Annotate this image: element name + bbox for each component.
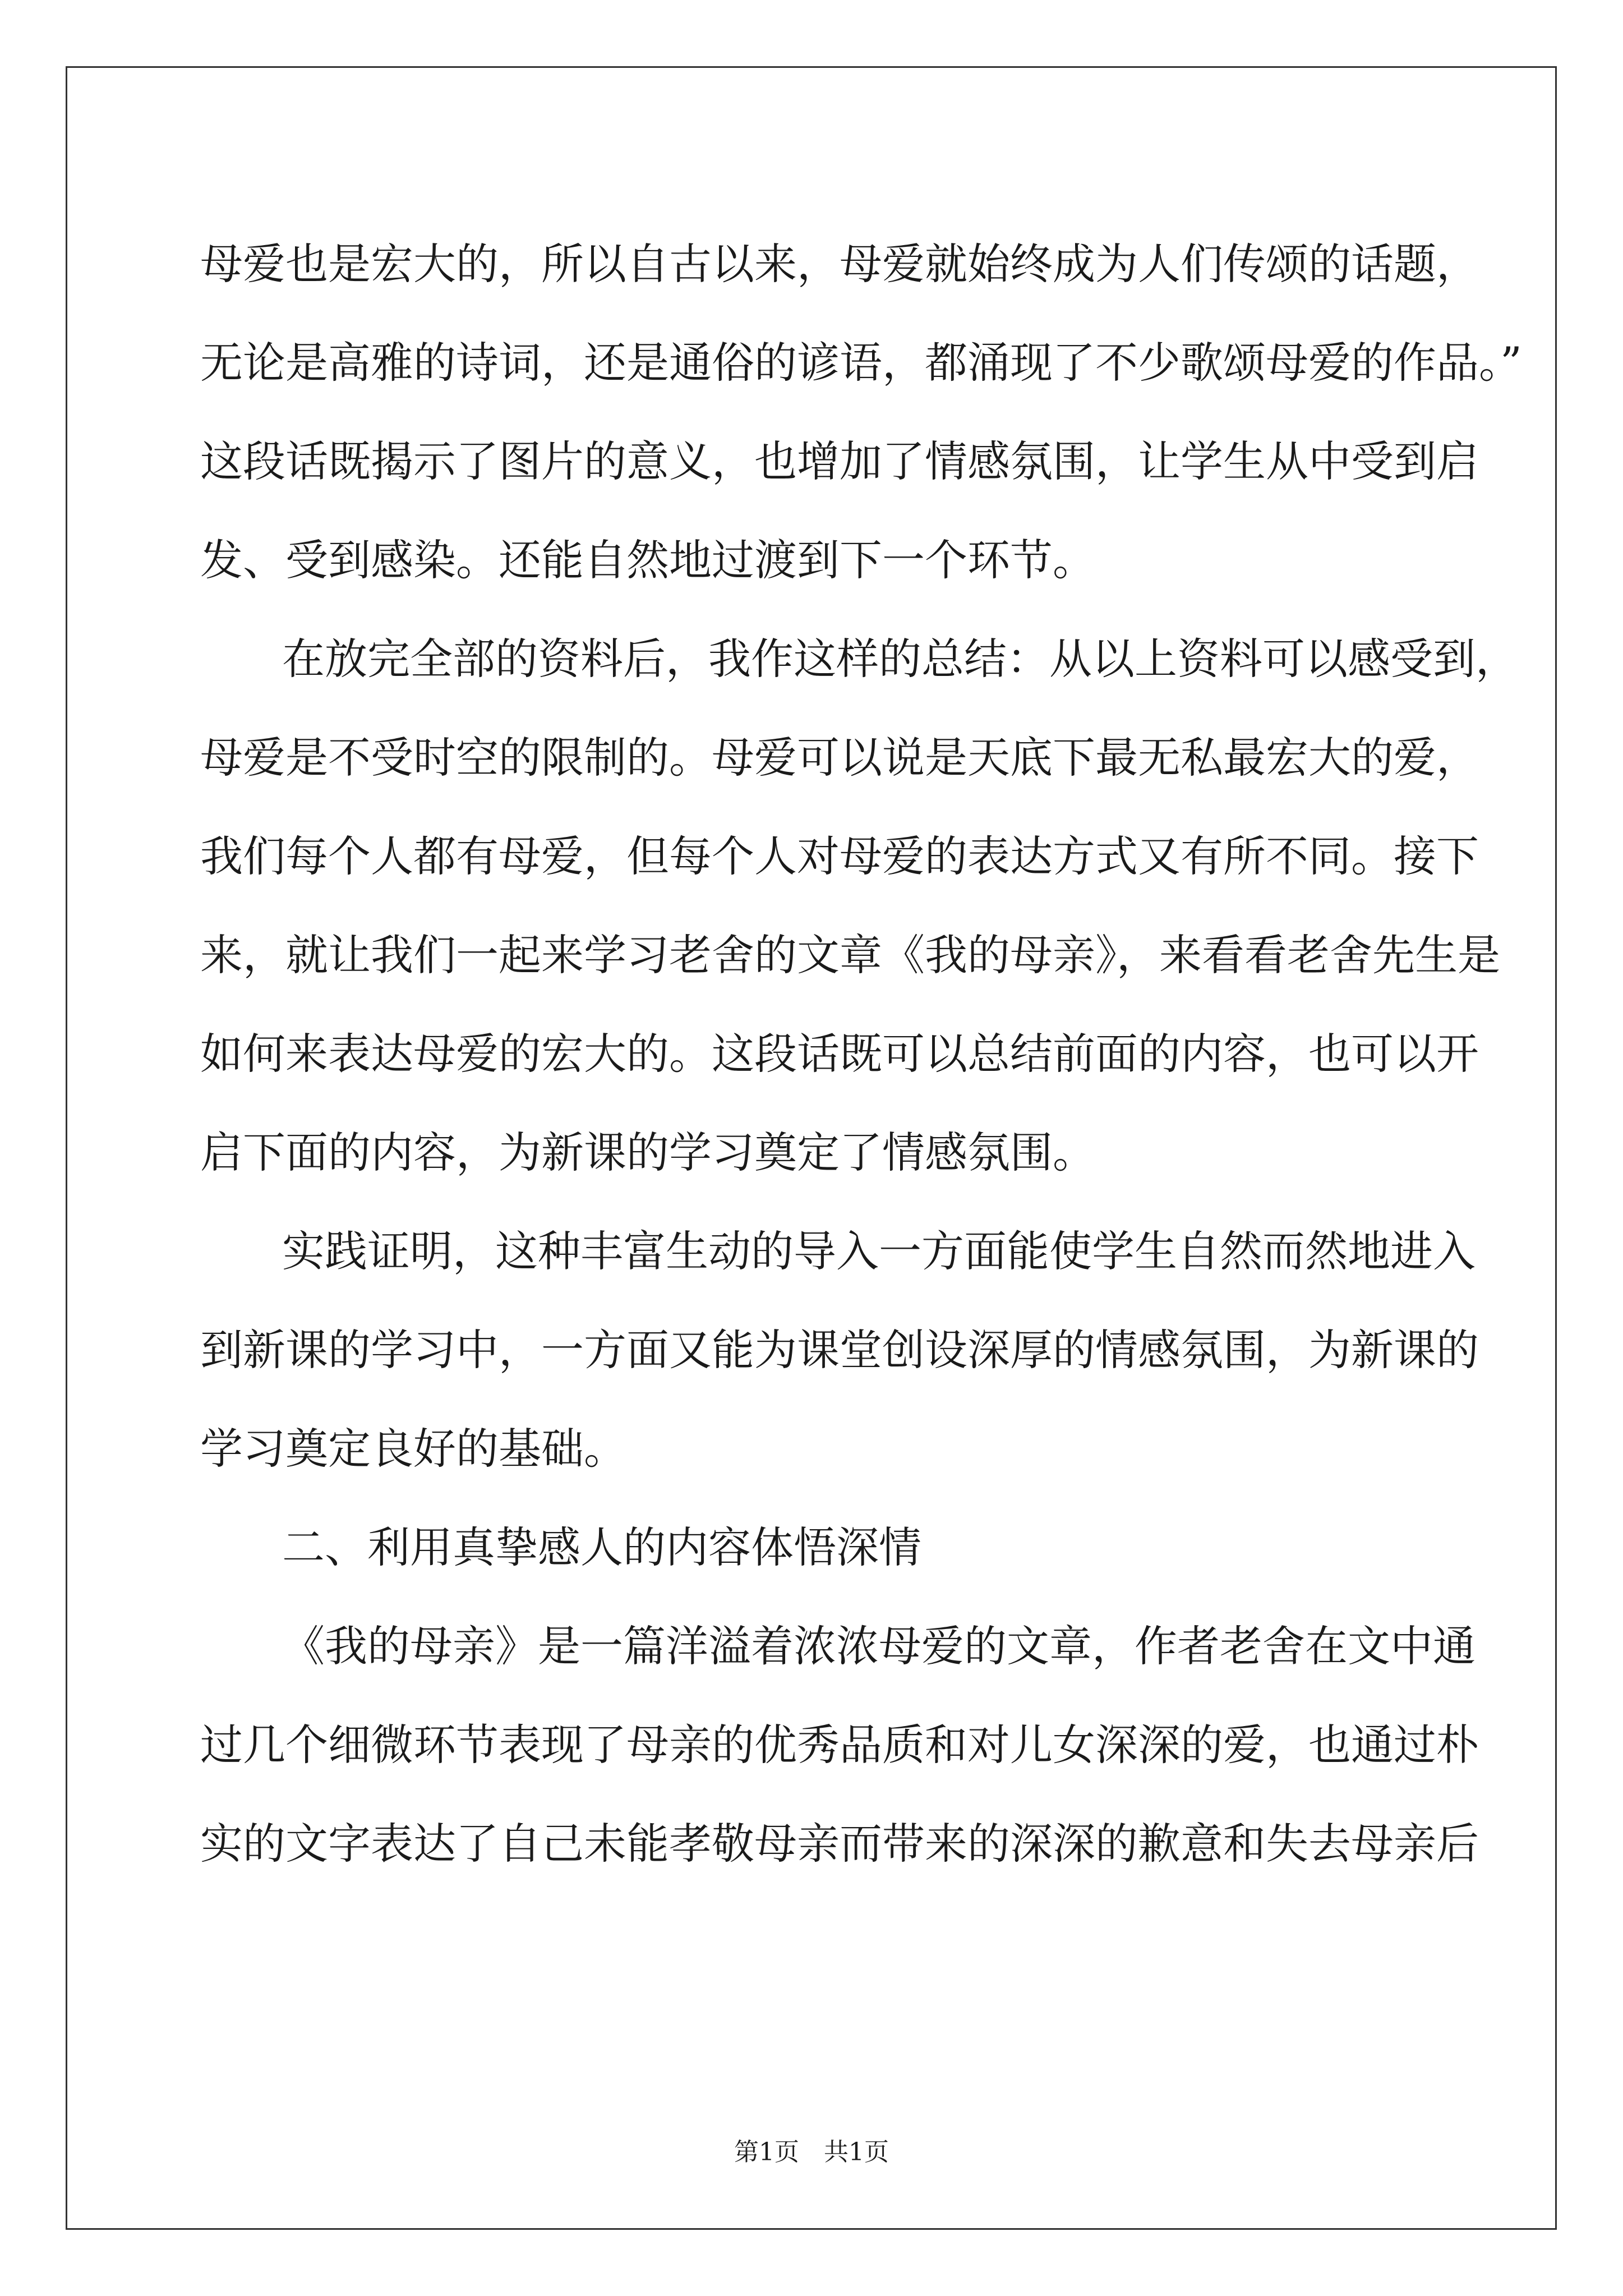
text-line: 启下面的内容，为新课的学习奠定了情感氛围。: [200, 1128, 1095, 1177]
text-line: 在放完全部的资料后，我作这样的总结：从以上资料可以感受到，: [282, 634, 1518, 684]
text-line: 这段话既揭示了图片的意义，也增加了情感氛围，让学生从中受到启: [200, 436, 1479, 486]
text-line: 实践证明，这种丰富生动的导入一方面能使学生自然而然地进入: [282, 1226, 1476, 1276]
text-line: 来，就让我们一起来学习老舍的文章《我的母亲》，来看看老舍先生是: [200, 930, 1500, 980]
text-line: 过几个细微环节表现了母亲的优秀品质和对儿女深深的爱，也通过朴: [200, 1720, 1479, 1770]
text-line: 母爱是不受时空的限制的。母爱可以说是天底下最无私最宏大的爱，: [200, 733, 1479, 783]
text-line: 学习奠定良好的基础。: [200, 1424, 626, 1474]
text-line: 无论是高雅的诗词，还是通俗的谚语，都涌现了不少歌颂母爱的作品。”: [200, 338, 1522, 388]
section-heading: 二、利用真挚感人的内容体悟深情: [282, 1522, 921, 1572]
text-line: 实的文字表达了自己未能孝敬母亲而带来的深深的歉意和失去母亲后: [200, 1819, 1479, 1869]
document-body: [200, 215, 1522, 1893]
text-line: 《我的母亲》是一篇洋溢着浓浓母爱的文章，作者老舍在文中通: [282, 1621, 1476, 1671]
text-line: 母爱也是宏大的，所以自古以来，母爱就始终成为人们传颂的话题，: [200, 239, 1479, 289]
page-footer: 第1页 共1页: [734, 2138, 889, 2166]
text-line: 如何来表达母爱的宏大的。这段话既可以总结前面的内容，也可以开: [200, 1029, 1479, 1079]
text-line: 到新课的学习中，一方面又能为课堂创设深厚的情感氛围，为新课的: [200, 1325, 1479, 1375]
text-line: 我们每个人都有母爱，但每个人对母爱的表达方式又有所不同。接下: [200, 831, 1479, 881]
text-line: 发、受到感染。还能自然地过渡到下一个环节。: [200, 535, 1095, 585]
